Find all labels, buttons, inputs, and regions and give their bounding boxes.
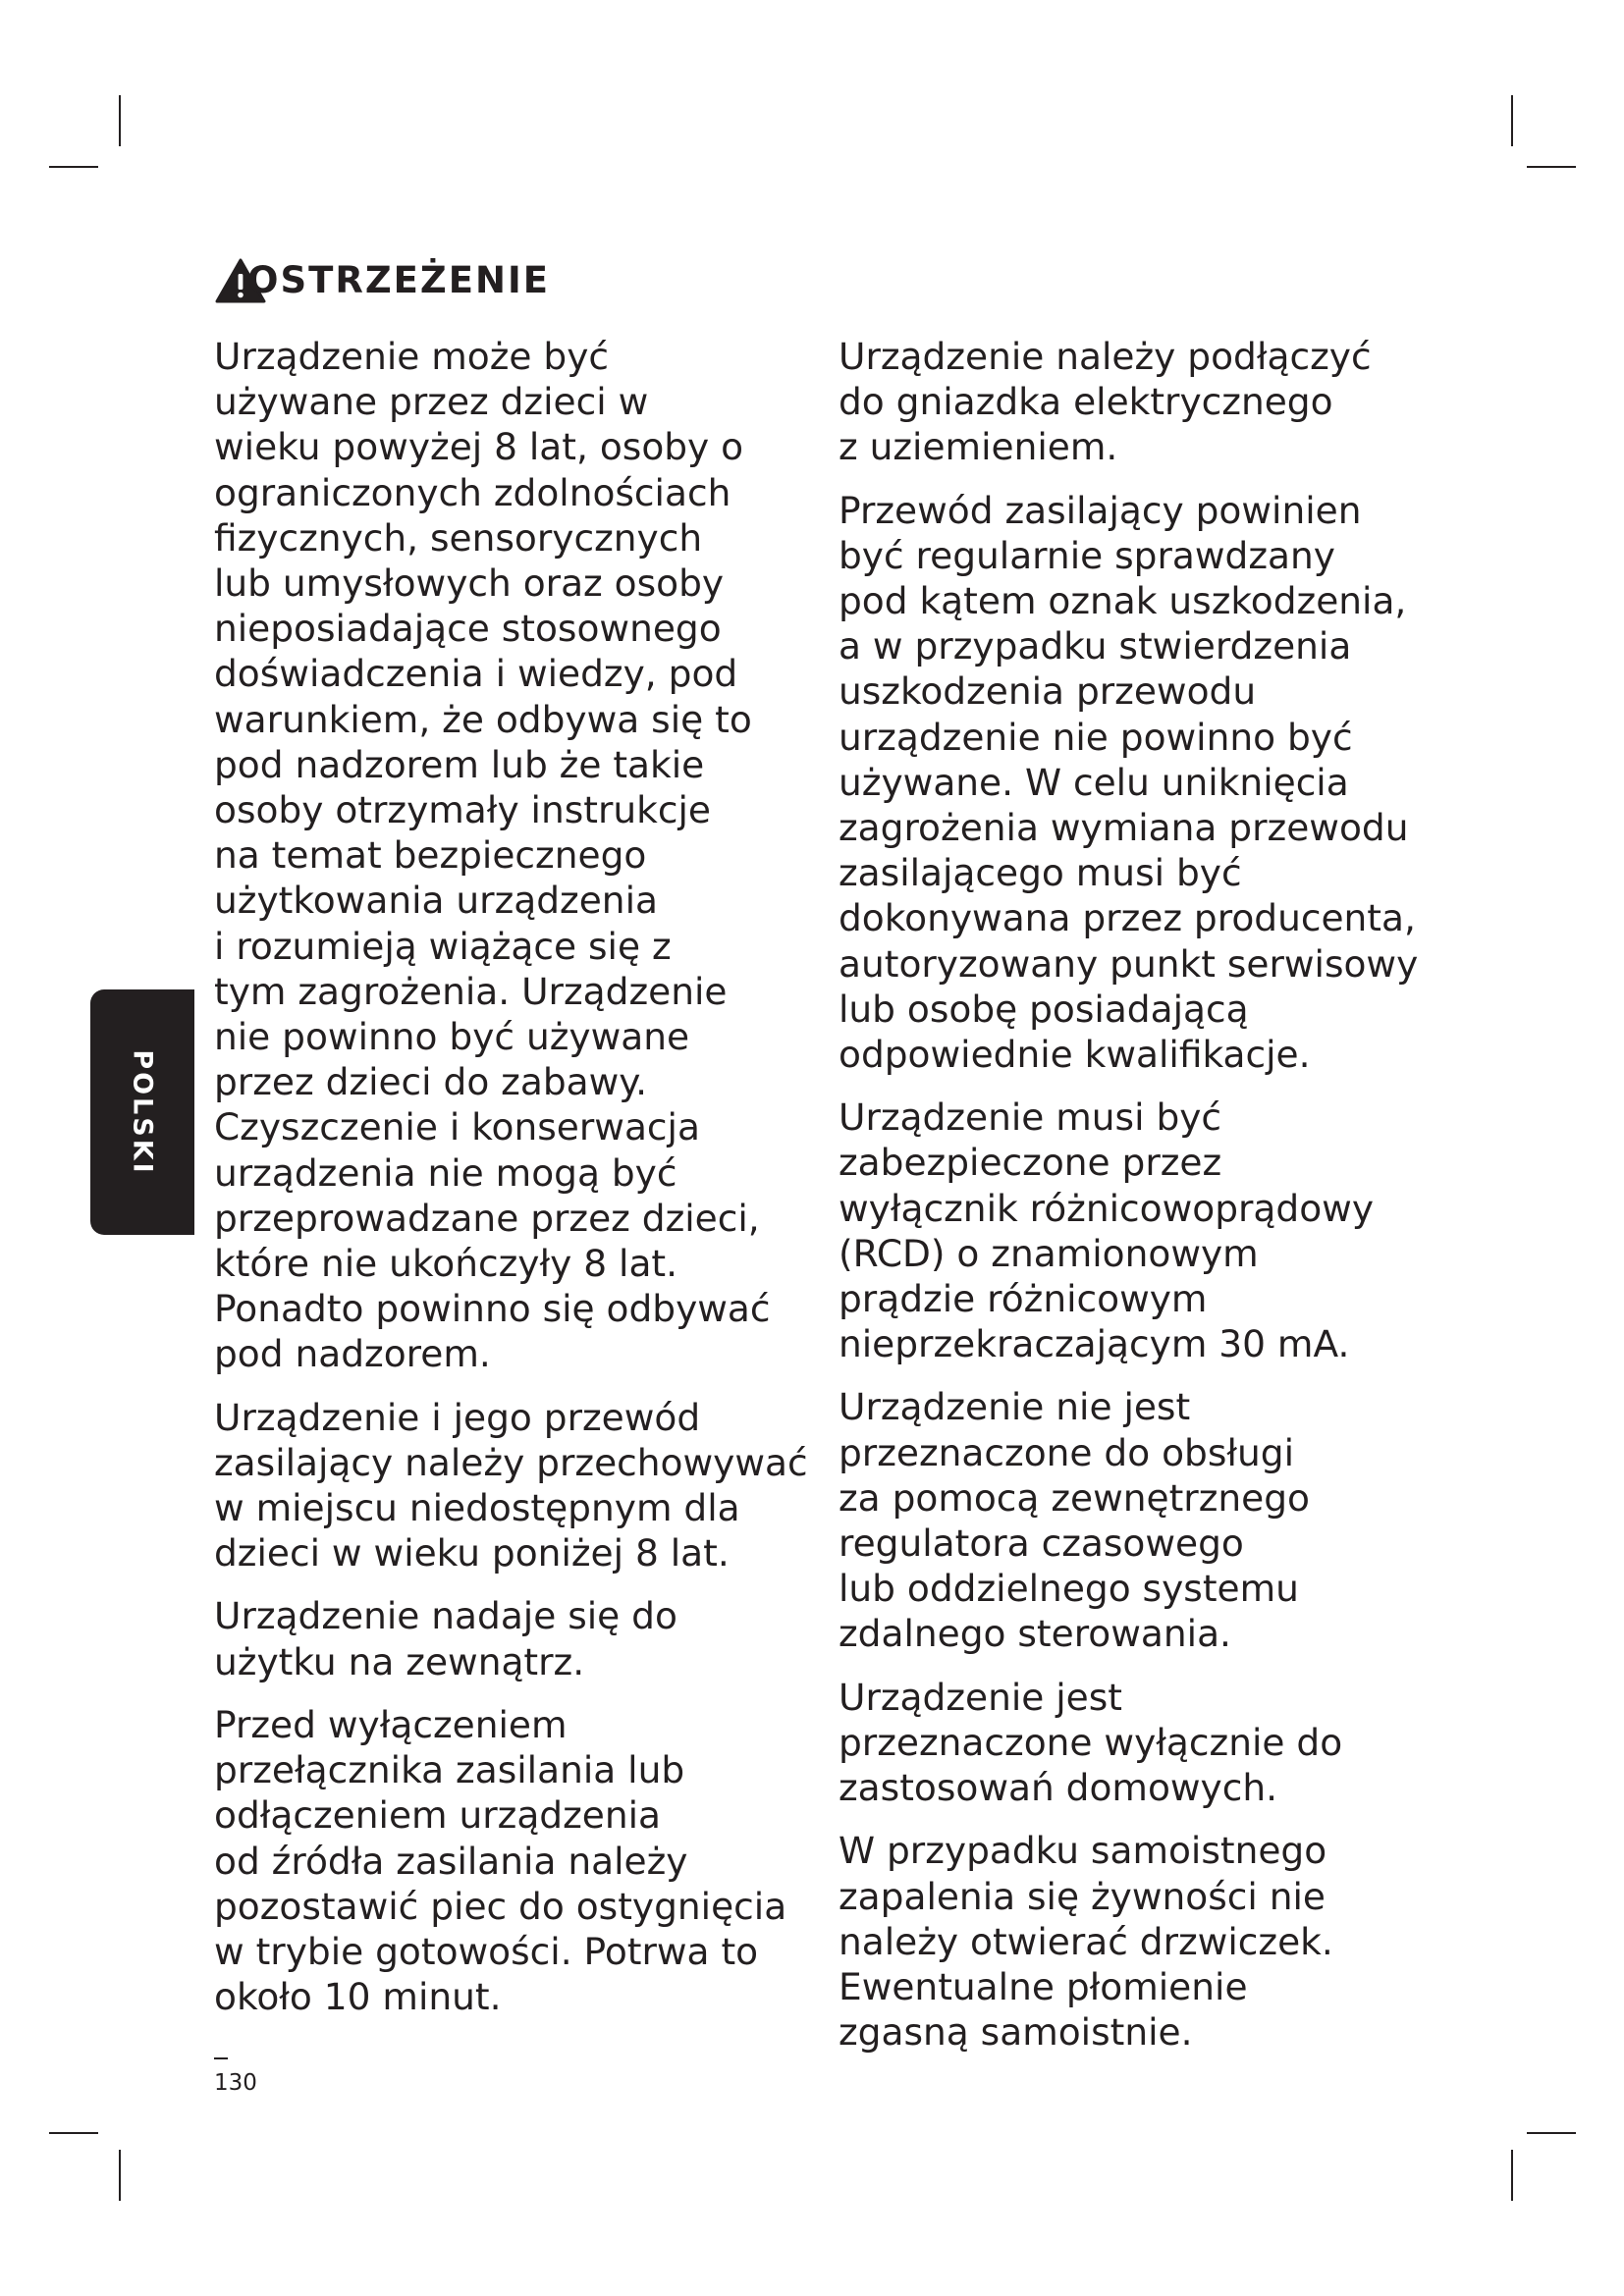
paragraph <box>214 1593 823 1683</box>
text-line: Urządzenie należy podłączyć <box>839 335 1372 378</box>
text-line: uszkodzenia przewodu <box>839 669 1257 714</box>
crop-mark-top-left-h <box>49 166 98 168</box>
text-line: na temat bezpiecznego <box>214 833 647 878</box>
text-line: przeznaczone wyłącznie do <box>839 1720 1343 1764</box>
text-line: Urządzenie jest <box>839 1675 1122 1719</box>
paragraph <box>214 334 823 1377</box>
text-line: pod kątem oznak uszkodzenia, <box>839 579 1407 623</box>
page-title: OSTRZEŻENIE <box>247 259 551 301</box>
text-line: W przypadku samoistnego <box>839 1829 1327 1873</box>
text-line: pozostawić piec do ostygnięcia <box>214 1884 787 1928</box>
page-number: 130 <box>214 2070 257 2096</box>
text-line: odpowiednie kwalifikacje. <box>839 1033 1311 1077</box>
text-line: prądzie różnicowym <box>839 1277 1208 1321</box>
text-line: Urządzenie nadaje się do <box>214 1594 677 1638</box>
text-line: a w przypadku stwierdzenia <box>839 624 1352 668</box>
language-tab-label: POLSKI <box>127 1048 158 1176</box>
paragraph <box>214 1702 823 2019</box>
paragraph <box>214 1395 823 1576</box>
text-line: regulatora czasowego <box>839 1522 1244 1566</box>
text-line: osoby otrzymały instrukcje <box>214 788 711 832</box>
text-line: które nie ukończyły 8 lat. <box>214 1242 678 1286</box>
warning-heading <box>214 257 550 304</box>
text-line: należy otwierać drzwiczek. <box>839 1919 1333 1963</box>
text-line: lub oddzielnego systemu <box>839 1567 1299 1611</box>
text-line: przeprowadzane przez dzieci, <box>214 1196 760 1240</box>
text-line: nieposiadające stosownego <box>214 607 722 651</box>
text-line: używane. W celu uniknięcia <box>839 760 1349 804</box>
paragraph <box>839 1675 1428 1811</box>
text-line: zastosowań domowych. <box>839 1766 1278 1810</box>
text-line: zdalnego sterowania. <box>839 1612 1231 1656</box>
text-line: Urządzenie i jego przewód <box>214 1395 701 1439</box>
text-line: do gniazdka elektrycznego <box>839 380 1333 424</box>
text-line: Czyszczenie i konserwacja <box>214 1105 700 1149</box>
text-line: zagrożenia wymiana przewodu <box>839 806 1409 850</box>
crop-mark-top-left-v <box>119 95 121 146</box>
text-line: lub umysłowych oraz osoby <box>214 561 725 606</box>
text-line: Przewód zasilający powinien <box>839 488 1362 532</box>
text-line: Ewentualne płomienie <box>839 1964 1248 2008</box>
text-line: za pomocą zewnętrznego <box>839 1475 1310 1520</box>
text-line: w trybie gotowości. Potrwa to <box>214 1929 759 1973</box>
right-column <box>839 334 1428 2072</box>
text-line: zasilającego musi być <box>839 851 1242 895</box>
text-line: ograniczonych zdolnościach <box>214 470 731 514</box>
text-line: lub osobę posiadającą <box>839 987 1249 1031</box>
crop-mark-top-right-h <box>1527 166 1576 168</box>
text-line: wieku powyżej 8 lat, osoby o <box>214 425 744 469</box>
text-line: dokonywana przez producenta, <box>839 896 1416 940</box>
crop-mark-bottom-left-v <box>119 2150 121 2201</box>
text-line: tym zagrożenia. Urządzenie <box>214 969 728 1013</box>
text-line: użytkowania urządzenia <box>214 879 658 923</box>
text-line: Ponadto powinno się odbywać <box>214 1287 771 1331</box>
crop-mark-top-right-v <box>1511 95 1513 146</box>
text-line: przełącznika zasilania lub <box>214 1748 685 1792</box>
crop-mark-bottom-right-h <box>1527 2132 1576 2134</box>
text-line: używane przez dzieci w <box>214 380 649 424</box>
text-line: wyłącznik różnicowoprądowy <box>839 1186 1375 1230</box>
text-line: przeznaczone do obsługi <box>839 1430 1295 1474</box>
crop-mark-bottom-right-v <box>1511 2150 1513 2201</box>
paragraph <box>839 488 1428 1078</box>
text-line: użytku na zewnątrz. <box>214 1639 585 1683</box>
text-line: nieprzekraczającym 30 mA. <box>839 1322 1350 1366</box>
text-line: fizycznych, sensorycznych <box>214 515 703 560</box>
text-line: Urządzenie nie jest <box>839 1385 1191 1429</box>
text-line: być regularnie sprawdzany <box>839 533 1335 577</box>
paragraph <box>839 1095 1428 1366</box>
text-line: Urządzenie musi być <box>839 1095 1222 1140</box>
text-line: zasilający należy przechowywać <box>214 1440 808 1484</box>
crop-mark-bottom-left-h <box>49 2132 98 2134</box>
text-line: i rozumieją wiążące się z <box>214 924 672 968</box>
text-line: nie powinno być używane <box>214 1015 690 1059</box>
text-line: urządzenie nie powinno być <box>839 715 1353 759</box>
text-line: Przed wyłączeniem <box>214 1702 568 1746</box>
text-line: Urządzenie może być <box>214 335 610 378</box>
text-line: od źródła zasilania należy <box>214 1839 688 1883</box>
text-line: około 10 minut. <box>214 1975 502 2019</box>
text-line: zgasną samoistnie. <box>839 2010 1193 2055</box>
text-line: zapalenia się żywności nie <box>839 1874 1326 1918</box>
text-line: doświadczenia i wiedzy, pod <box>214 652 738 696</box>
page-number-rule <box>214 2057 228 2059</box>
text-line: zabezpieczone przez <box>839 1141 1222 1185</box>
paragraph <box>839 1828 1428 2055</box>
paragraph <box>839 334 1428 470</box>
paragraph <box>839 1384 1428 1656</box>
text-line: odłączeniem urządzenia <box>214 1793 662 1838</box>
text-line: (RCD) o znamionowym <box>839 1231 1259 1275</box>
text-line: pod nadzorem. <box>214 1332 491 1376</box>
text-line: warunkiem, że odbywa się to <box>214 697 752 741</box>
text-line: w miejscu niedostępnym dla <box>214 1486 740 1530</box>
left-column <box>214 334 823 2037</box>
text-line: z uziemieniem. <box>839 425 1118 469</box>
text-line: urządzenia nie mogą być <box>214 1150 677 1195</box>
text-line: dzieci w wieku poniżej 8 lat. <box>214 1531 730 1575</box>
language-tab <box>90 989 194 1235</box>
text-line: przez dzieci do zabawy. <box>214 1060 648 1104</box>
text-line: autoryzowany punkt serwisowy <box>839 941 1419 986</box>
text-line: pod nadzorem lub że takie <box>214 742 705 786</box>
